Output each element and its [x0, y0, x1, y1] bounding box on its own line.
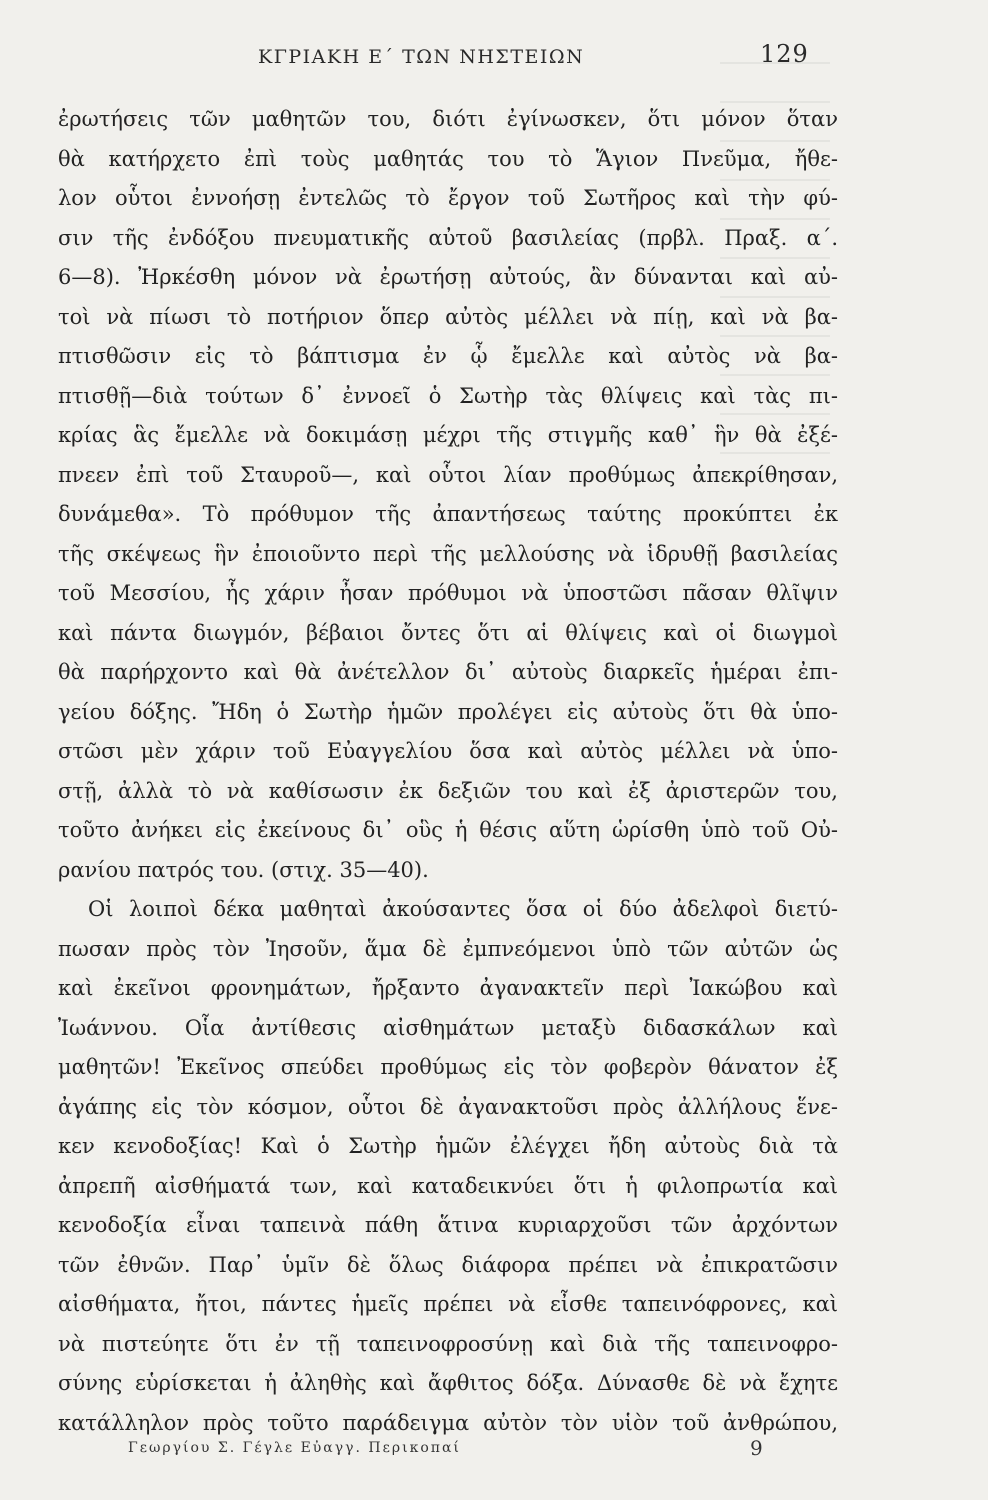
- text-line: αἰσθήματα, ἤτοι, πάντες ἡμεῖς πρέπει νὰ εἶσθε ταπεινόφρονες, καὶ: [58, 1292, 838, 1316]
- printer-signature: Γεωργίου Σ. Γέγλε Εὐαγγ. Περικοπαί: [128, 1440, 461, 1456]
- text-line: ἀπρεπῆ αἰσθήματά των, καὶ καταδεικνύει ὅτι ἡ φιλοπρωτία καὶ: [58, 1173, 838, 1198]
- text-line: τῶν ἐθνῶν. Παρ᾿ ὑμῖν δὲ ὅλως διάφορα πρέπει νὰ ἐπικρατῶσιν: [58, 1252, 838, 1277]
- page-number: 129: [760, 40, 809, 68]
- text-line: Ἰωάννου. Οἷα ἀντίθεσις αἰσθημάτων μεταξὺ διδασκάλων καὶ: [58, 1015, 838, 1040]
- text-line: ἐρωτήσεις τῶν μαθητῶν του, διότι ἐγίνωσκεν, ὅτι μόνον ὅταν: [58, 107, 838, 131]
- text-line: ἀγάπης εἰς τὸν κόσμον, οὗτοι δὲ ἀγανακτοῦσι πρὸς ἀλλήλους ἕνε-: [58, 1094, 838, 1119]
- text-line: πτισθῶσιν εἰς τὸ βάπτισμα ἐν ᾧ ἔμελλε καὶ αὐτὸς νὰ βα-: [58, 344, 838, 368]
- text-line: καὶ πάντα διωγμόν, βέβαιοι ὄντες ὅτι αἱ θλίψεις καὶ οἱ διωγμοὶ: [58, 620, 838, 645]
- paragraph-start-line: Οἱ λοιποὶ δέκα μαθηταὶ ἀκούσαντες ὅσα οἱ δύο ἀδελφοὶ διετύ-: [88, 897, 838, 921]
- text-line: στῇ, ἀλλὰ τὸ νὰ καθίσωσιν ἐκ δεξιῶν του καὶ ἐξ ἀριστερῶν του,: [58, 778, 838, 803]
- text-line: τοῦ Μεσσίου, ἧς χάριν ἦσαν πρόθυμοι νὰ ὑποστῶσι πᾶσαν θλῖψιν: [58, 581, 838, 605]
- text-line: νὰ πιστεύητε ὅτι ἐν τῇ ταπεινοφροσύνῃ καὶ διὰ τῆς ταπεινοφρο-: [58, 1331, 838, 1356]
- text-line: πτισθῇ—διὰ τούτων δ᾿ ἐννοεῖ ὁ Σωτὴρ τὰς θλίψεις καὶ τὰς πι-: [58, 383, 838, 408]
- text-line: δυνάμεθα». Τὸ πρόθυμον τῆς ἀπαντήσεως ταύτης προκύπτει ἐκ: [58, 502, 838, 526]
- text-line: κρίας ἃς ἔμελλε νὰ δοκιμάσῃ μέχρι τῆς στιγμῆς καθ᾿ ἣν θὰ ἐξέ-: [58, 423, 838, 447]
- running-header: [0, 40, 988, 76]
- text-line: τοῦτο ἀνήκει εἰς ἐκείνους δι᾿ οὓς ἡ θέσις αὕτη ὡρίσθη ὑπὸ τοῦ Οὐ-: [58, 818, 838, 842]
- text-line: πωσαν πρὸς τὸν Ἰησοῦν, ἅμα δὲ ἐμπνεόμενοι ὑπὸ τῶν αὐτῶν ὡς: [58, 936, 838, 961]
- text-line: 6—8). Ἠρκέσθη μόνον νὰ ἐρωτήσῃ αὐτούς, ἂν δύνανται καὶ αὐ-: [58, 265, 838, 289]
- body-text: [58, 100, 838, 1443]
- text-line: στῶσι μὲν χάριν τοῦ Εὐαγγελίου ὅσα καὶ αὐτὸς μέλλει νὰ ὑπο-: [58, 739, 838, 763]
- paragraph-end-line: ρανίου πατρός του. (στιχ. 35—40).: [58, 857, 429, 882]
- text-line: λον οὗτοι ἐννοήσῃ ἐντελῶς τὸ ἔργον τοῦ Σωτῆρος καὶ τὴν φύ-: [58, 186, 838, 210]
- text-line: τῆς σκέψεως ἣν ἐποιοῦντο περὶ τῆς μελλούσης νὰ ἱδρυθῇ βασιλείας: [58, 541, 838, 566]
- text-line: σύνης εὑρίσκεται ἡ ἀληθὴς καὶ ἄφθιτος δόξα. Δύνασθε δὲ νὰ ἔχητε: [58, 1371, 838, 1395]
- running-title: ΚΓΡΙΑΚΗ Ε΄ ΤΩΝ ΝΗΣΤΕΙΩΝ: [258, 46, 585, 68]
- page-footer: [0, 1436, 988, 1466]
- text-line: κατάλληλον πρὸς τοῦτο παράδειγμα αὐτὸν τὸν υἱὸν τοῦ ἀνθρώπου,: [58, 1410, 838, 1435]
- text-line: σιν τῆς ἐνδόξου πνευματικῆς αὐτοῦ βασιλείας (πρβλ. Πραξ. α΄.: [58, 225, 838, 250]
- text-line: κεν κενοδοξίας! Καὶ ὁ Σωτὴρ ἡμῶν ἐλέγχει ἤδη αὐτοὺς διὰ τὰ: [58, 1134, 838, 1158]
- text-line: τοὶ νὰ πίωσι τὸ ποτήριον ὅπερ αὐτὸς μέλλει νὰ πίῃ, καὶ νὰ βα-: [58, 304, 838, 329]
- text-line: γείου δόξης. Ἤδη ὁ Σωτὴρ ἡμῶν προλέγει εἰς αὐτοὺς ὅτι θὰ ὑπο-: [58, 699, 838, 724]
- text-line: μαθητῶν! Ἐκεῖνος σπεύδει προθύμως εἰς τὸν φοβερὸν θάνατον ἐξ: [58, 1055, 838, 1079]
- text-line: πνεεν ἐπὶ τοῦ Σταυροῦ—, καὶ οὗτοι λίαν προθύμως ἀπεκρίθησαν,: [58, 462, 838, 487]
- text-line: καὶ ἐκεῖνοι φρονημάτων, ἤρξαντο ἀγανακτεῖν περὶ Ἰακώβου καὶ: [58, 976, 838, 1000]
- signature-mark: 9: [750, 1436, 763, 1460]
- text-line: κενοδοξία εἶναι ταπεινὰ πάθη ἅτινα κυριαρχοῦσι τῶν ἀρχόντων: [58, 1213, 838, 1237]
- text-line: θὰ παρήρχοντο καὶ θὰ ἀνέτελλον δι᾿ αὐτοὺς διαρκεῖς ἡμέραι ἐπι-: [58, 660, 838, 684]
- text-line: θὰ κατήρχετο ἐπὶ τοὺς μαθητάς του τὸ Ἅγιον Πνεῦμα, ἤθε-: [58, 146, 838, 171]
